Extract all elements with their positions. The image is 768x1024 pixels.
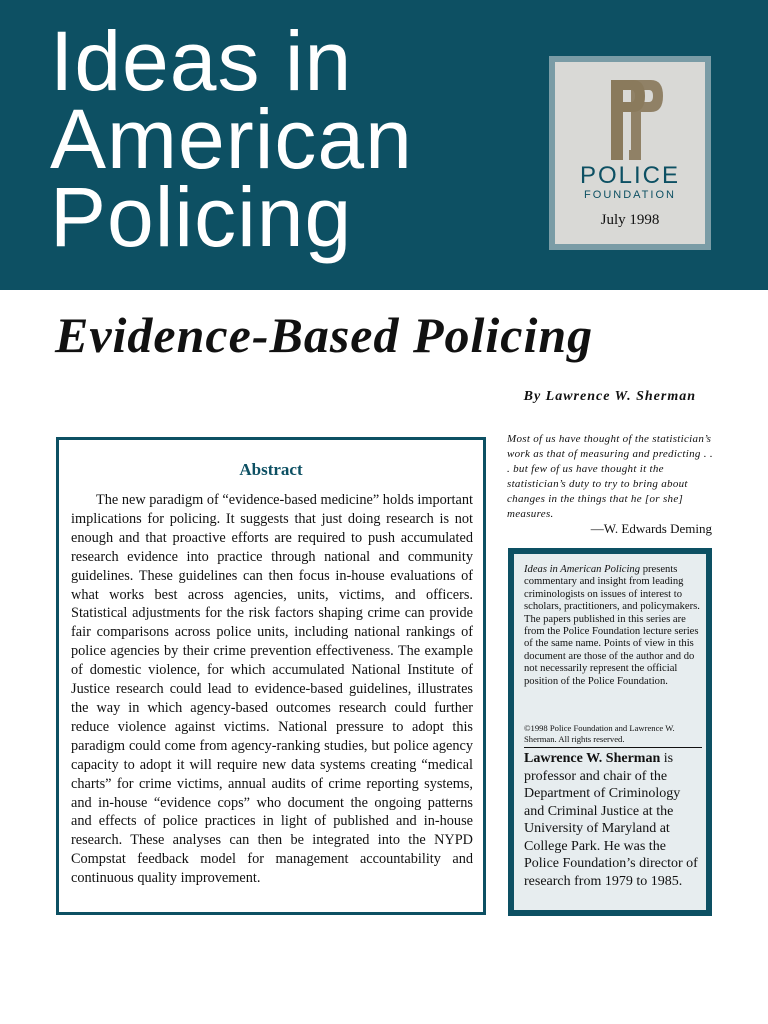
abstract-body: The new paradigm of “evidence-based medicine” holds important implications for policing. It suggests that just doing research is not enough and that proactive efforts are required to push accumulated research evidence into practice through national and community guidelines. These guidelines can then focus in-house evaluations of what works best across agencies, units, victims, and officers. Statistical adjustments for the risk factors shaping crime can provide fair comparisons across police units, including national rankings of police agencies by their crime prevention effectiveness. The example of domestic violence, for which accumulated National Institute of Justice research could lead to evidence-based guidelines, illustrates the way in which agency-based outcomes research could further reduce violence against victims. National pressure to adopt this paradigm could come from agency-ranking studies, but police agency capacity to adopt it will require new data systems creating “medical charts” for crime victims, annual audits of crime reporting systems, and in-house “evidence cops” who document the ongoing patterns and effects of police practices in light of published and in-house research. These analyses can then be integrated into the NYPD Compstat feedback model for management accountability and continuous quality improvement. [71,492,473,887]
series-info-box [508,548,712,916]
series-title-line: Policing [50,170,353,264]
author-bio-text: is professor and chair of the Department of Criminology and Criminal Justice at the University of Maryland at College Park. He was the Police Foundation’s director of research from 1979 to 1985. [524,751,698,889]
series-title [50,14,413,264]
series-name: Ideas in American Policing [524,564,641,575]
author-bio [524,750,704,890]
abstract-box [56,437,486,915]
series-description-text: presents commentary and insight from leading criminologists on issues of interest to scholars, practitioners, and policymakers. The papers published in this series are from the Police Foundation lecture series of the same name. Points of view in this document are those of the author and do not necessarily represent the official position of the Police Foundation. [524,564,700,687]
epigraph-attribution: —W. Edwards Deming [590,521,712,536]
logo-name: POLICE [579,162,681,189]
police-foundation-logo [549,56,711,250]
series-title-line: American [50,92,413,186]
copyright-notice: ©1998 Police Foundation and Lawrence W. Sherman. All rights reserved. [524,723,675,744]
divider [524,747,702,748]
document-title: Evidence-Based Policing [55,307,594,363]
series-title-line: Ideas in [50,14,353,108]
byline: By Lawrence W. Sherman [523,389,696,404]
logo-subtitle: FOUNDATION [584,189,676,201]
abstract-heading: Abstract [239,460,303,479]
pf-monogram-icon [609,78,665,162]
epigraph-quote: Most of us have thought of the statistician’s work as that of measuring and predicting . . . but few of us have thought it the statistician’s duty to try to bring about changes in the things that he [or she] measures. [507,433,713,520]
publication-date: July 1998 [600,212,660,228]
series-description [524,564,702,688]
author-name: Lawrence W. Sherman [524,751,661,766]
header-banner [0,0,768,290]
